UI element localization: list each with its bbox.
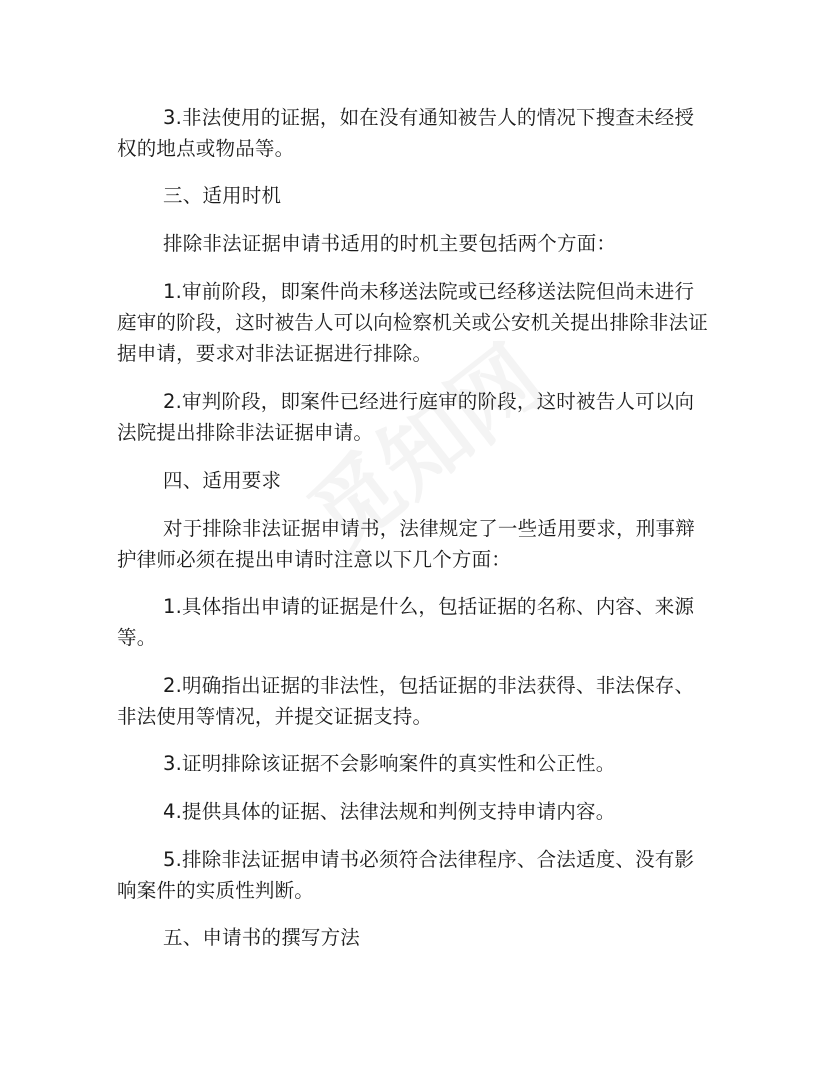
paragraph-requirement-1: 1.具体指出申请的证据是什么，包括证据的名称、内容、来源等。 — [117, 595, 695, 649]
paragraph-illegal-use: 3.非法使用的证据，如在没有通知被告人的情况下搜查未经授权的地点或物品等。 — [117, 106, 695, 160]
paragraph-timing-intro: 排除非法证据申请书适用的时机主要包括两个方面： — [163, 232, 617, 255]
paragraph-pretrial-stage: 1.审前阶段，即案件尚未移送法院或已经移送法院但尚未进行庭审的阶段，这时被告人可以向检察机关或公安机关提出排除非法证据申请，要求对非法证据进行排除。 — [117, 280, 709, 365]
section-heading-requirements: 四、适用要求 — [163, 469, 282, 492]
paragraph-requirement-4: 4.提供具体的证据、法律法规和判例支持申请内容。 — [163, 800, 616, 823]
paragraph-requirement-2: 2.明确指出证据的非法性，包括证据的非法获得、非法保存、非法使用等情况，并提交证据支持。 — [117, 674, 695, 728]
paragraph-trial-stage: 2.审判阶段，即案件已经进行庭审的阶段，这时被告人可以向法院提出排除非法证据申请。 — [117, 390, 695, 444]
paragraph-requirement-5: 5.排除非法证据申请书必须符合法律程序、合法适度、没有影响案件的实质性判断。 — [117, 848, 695, 902]
paragraph-requirement-3: 3.证明排除该证据不会影响案件的真实性和公正性。 — [163, 752, 616, 775]
paragraph-requirements-intro: 对于排除非法证据申请书，法律规定了一些适用要求，刑事辩护律师必须在提出申请时注意以下几个方面： — [117, 517, 695, 571]
section-heading-writing-method: 五、申请书的撰写方法 — [163, 926, 361, 949]
section-heading-timing: 三、适用时机 — [163, 184, 282, 207]
